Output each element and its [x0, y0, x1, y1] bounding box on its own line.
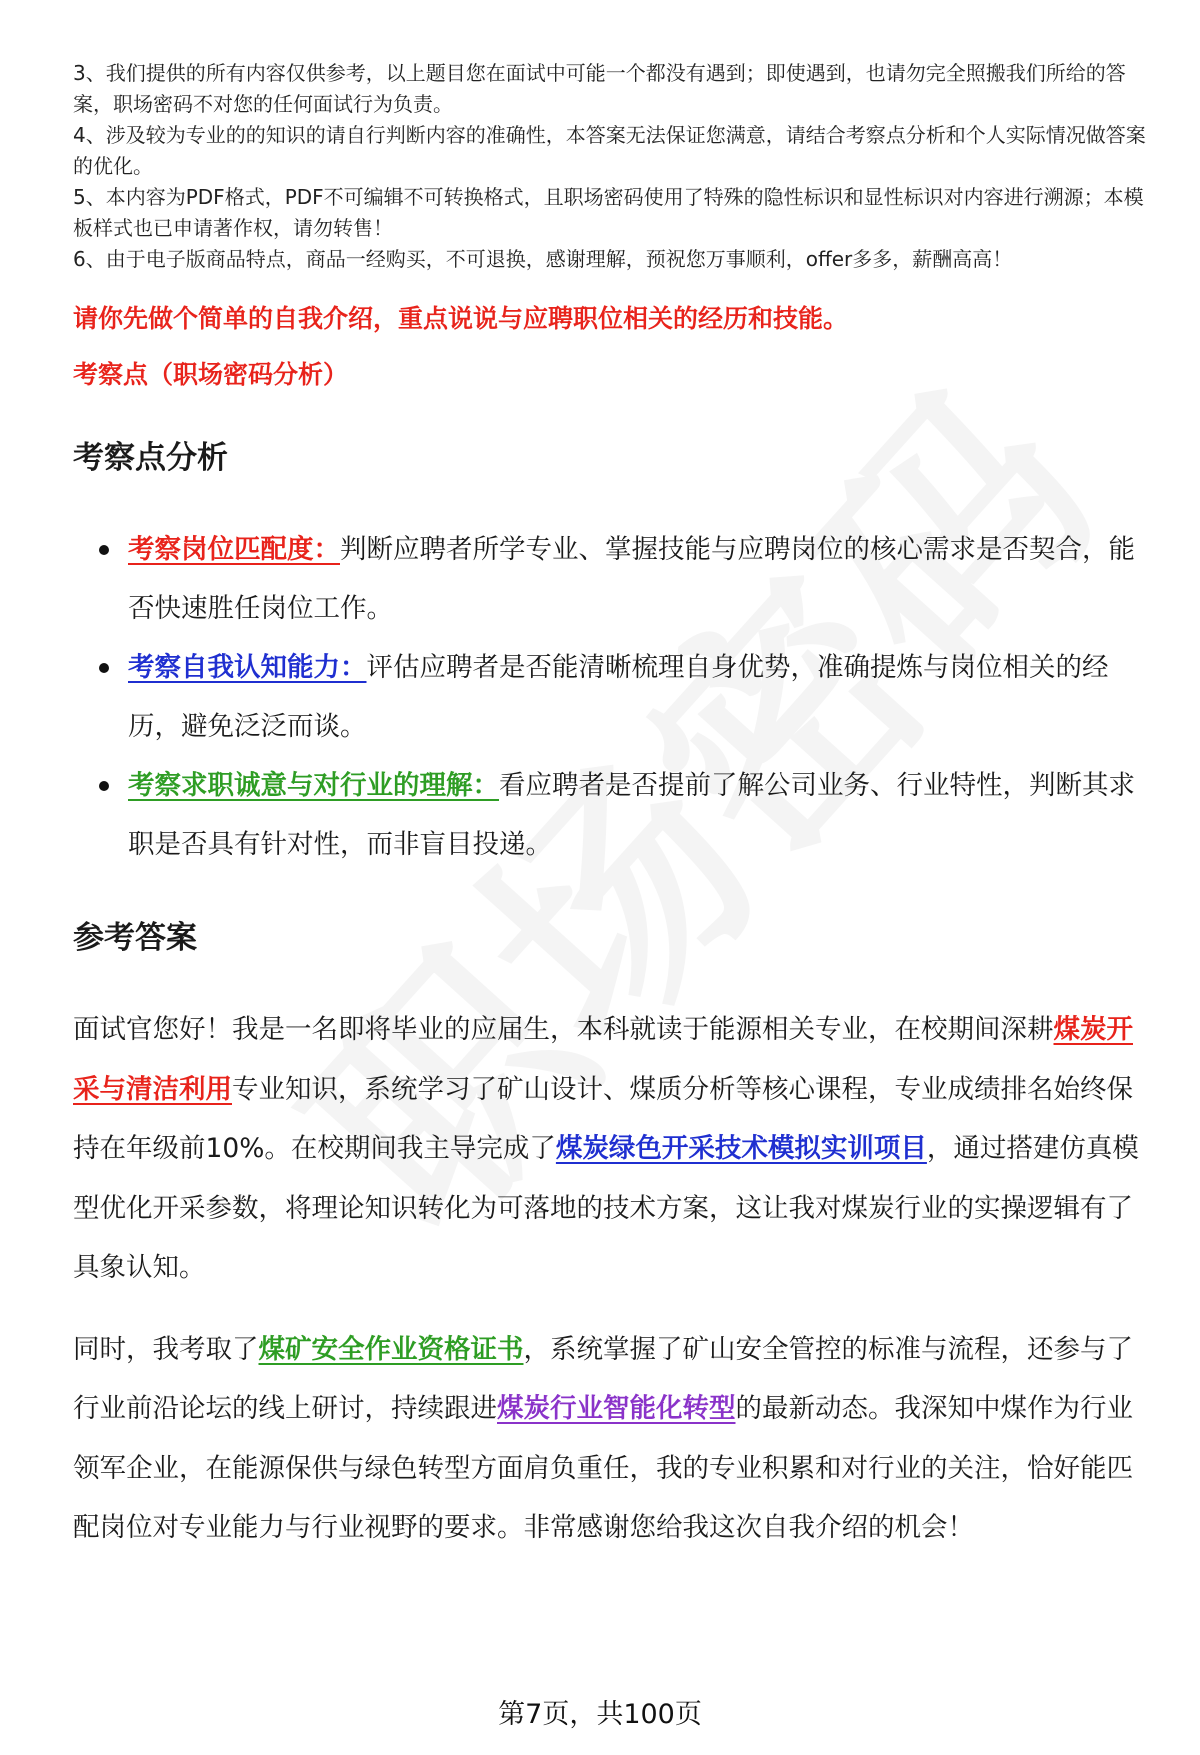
- analysis-title: 考察点分析: [73, 440, 228, 476]
- interview-question: 请你先做个简单的自我介绍，重点说说与应聘职位相关的经历和技能。: [73, 304, 849, 333]
- notice-item: 6、由于电子版商品特点，商品一经购买，不可退换，感谢理解，预祝您万事顺利，offer多多，薪酬高高！: [73, 247, 1013, 271]
- answer-body: [73, 1000, 1158, 1558]
- point-keyword: 考察岗位匹配度：: [128, 534, 340, 565]
- notice-item: 4、涉及较为专业的的知识的请自行判断内容的准确性，本答案无法保证您满意，请结合考察点分析和个人实际情况做答案的优化。: [73, 123, 1146, 178]
- answer-text: ，通过搭建仿真模型优化开采参数，将理论知识转化为可落地的技术方案，这让我对煤炭行业的实操逻辑有了具象认知。: [73, 1133, 1139, 1283]
- answer-paragraph: [73, 1320, 1158, 1558]
- bullet-icon: [99, 663, 109, 673]
- answer-text: 面试官您好！我是一名即将毕业的应届生，本科就读于能源相关专业，在校期间深耕: [73, 1014, 1054, 1045]
- answer-keyword: 煤炭绿色开采技术模拟实训项目: [555, 1133, 927, 1164]
- answer-text: ，系统掌握了矿山安全管控的标准与流程，还参与了行业前沿论坛的线上研讨，持续跟进: [73, 1333, 1133, 1424]
- answer-keyword: 煤炭开采与清洁利用: [73, 1014, 1133, 1105]
- bullet-icon: [99, 545, 109, 555]
- answer-keyword: 煤炭行业智能化转型: [497, 1393, 736, 1424]
- answer-text: 的最新动态。我深知中煤作为行业领军企业，在能源保供与绿色转型方面肩负重任，我的专业积累和对行业的关注，恰好能匹配岗位对专业能力与行业视野的要求。非常感谢您给我这次自我介绍的机会！: [73, 1393, 1133, 1543]
- analysis-points: [73, 520, 1158, 874]
- bullet-icon: [99, 781, 109, 791]
- notice-list: [73, 58, 1158, 275]
- analysis-point: [73, 756, 1158, 874]
- analysis-point: [73, 520, 1158, 638]
- answer-paragraph: [73, 1000, 1158, 1298]
- notice-item: 5、本内容为PDF格式，PDF不可编辑不可转换格式，且职场密码使用了特殊的隐性标识和显性标识对内容进行溯源；本模板样式也已申请著作权，请勿转售！: [73, 185, 1144, 240]
- point-keyword: 考察自我认知能力：: [128, 652, 367, 683]
- answer-text: 专业知识，系统学习了矿山设计、煤质分析等核心课程，专业成绩排名始终保持在年级前10%。在校期间我主导完成了: [73, 1073, 1133, 1164]
- point-label: 考察点（职场密码分析）: [73, 360, 349, 389]
- notice-item: 3、我们提供的所有内容仅供参考，以上题目您在面试中可能一个都没有遇到；即使遇到，也请勿完全照搬我们所给的答案，职场密码不对您的任何面试行为负责。: [73, 61, 1126, 116]
- point-text: 看应聘者是否提前了解公司业务、行业特性，判断其求职是否具有针对性，而非盲目投递。: [128, 770, 1135, 860]
- answer-keyword: 煤矿安全作业资格证书: [258, 1333, 524, 1365]
- answer-title: 参考答案: [73, 920, 197, 956]
- point-text: 评估应聘者是否能清晰梳理自身优势，准确提炼与岗位相关的经历，避免泛泛而谈。: [128, 652, 1109, 742]
- point-keyword: 考察求职诚意与对行业的理解：: [128, 770, 499, 801]
- document-page: [73, 58, 1158, 1558]
- page-number: 第7页，共100页: [498, 1699, 702, 1730]
- answer-text: 同时，我考取了: [73, 1333, 259, 1365]
- analysis-point: [73, 638, 1158, 756]
- point-text: 判断应聘者所学专业、掌握技能与应聘岗位的核心需求是否契合，能否快速胜任岗位工作。: [128, 534, 1135, 624]
